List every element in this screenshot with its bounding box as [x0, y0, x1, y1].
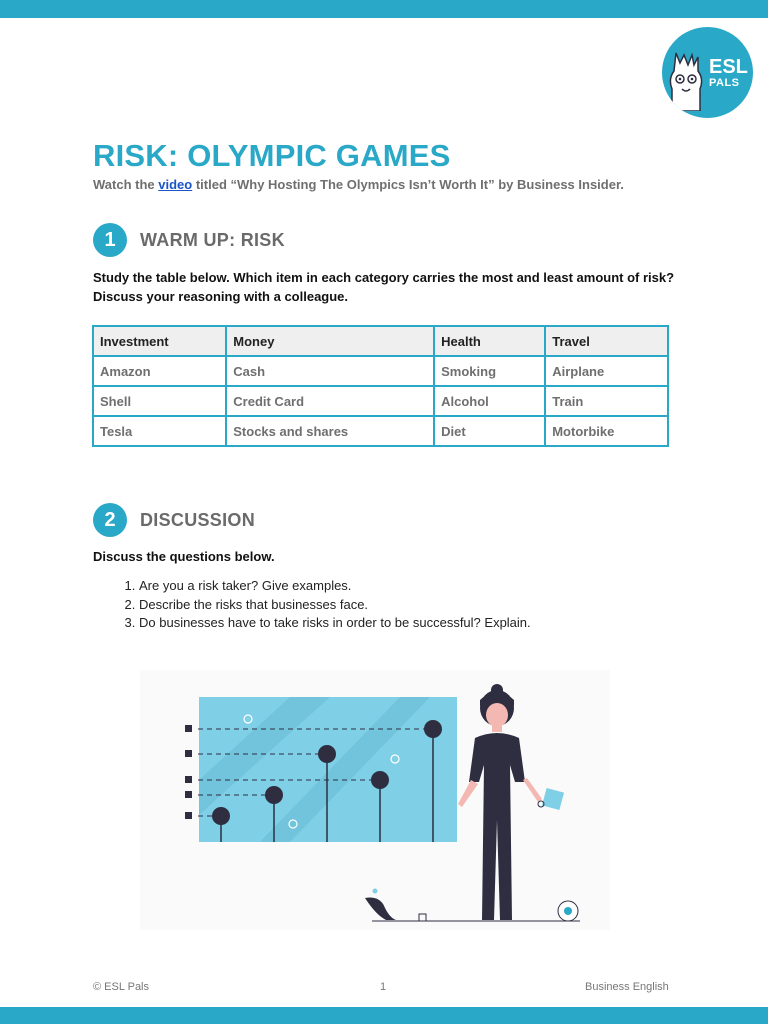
- logo-text-pals: PALS: [709, 77, 740, 89]
- table-row: [93, 416, 668, 446]
- table-row: [93, 356, 668, 386]
- table-cell: Credit Card: [226, 386, 434, 416]
- esl-pals-logo: [662, 27, 753, 118]
- video-instruction: Watch the video titled “Why Hosting The Olympics Isn’t Worth It” by Business Insider.: [93, 177, 624, 192]
- table-header-row: [93, 326, 668, 356]
- top-accent-bar: [0, 0, 768, 18]
- table-header-cell: Health: [434, 326, 545, 356]
- table-cell: Stocks and shares: [226, 416, 434, 446]
- video-link[interactable]: video: [158, 177, 193, 192]
- table-cell: Amazon: [93, 356, 226, 386]
- table-header-cell: Travel: [545, 326, 668, 356]
- section-1-instruction: Study the table below. Which item in each category carries the most and least amount of risk? Discuss your reasoning with a colleague.: [93, 270, 675, 304]
- footer-copyright: © ESL Pals: [93, 981, 149, 993]
- section-2-number-badge: 2: [93, 503, 127, 537]
- section-2-title: DISCUSSION: [140, 510, 256, 530]
- llama-icon: [668, 49, 708, 111]
- logo-text-esl: ESL: [709, 56, 748, 78]
- bottom-accent-bar: [0, 1007, 768, 1024]
- section-1-title: WARM UP: RISK: [140, 230, 285, 250]
- list-item: 1. Are you a risk taker? Give examples.: [139, 577, 531, 596]
- discussion-questions: [93, 577, 531, 633]
- table-cell: Diet: [434, 416, 545, 446]
- table-cell: Smoking: [434, 356, 545, 386]
- section-1-number-badge: 1: [93, 223, 127, 257]
- table-cell: Train: [545, 386, 668, 416]
- table-cell: Airplane: [545, 356, 668, 386]
- footer-page-number: 1: [380, 981, 387, 993]
- woman-presenting-chart-illustration: [140, 670, 610, 930]
- list-item: 3. Do businesses have to take risks in order to be successful? Explain.: [139, 614, 531, 633]
- table-row: [93, 386, 668, 416]
- risk-table: [92, 325, 669, 447]
- table-cell: Cash: [226, 356, 434, 386]
- footer-category: Business English: [585, 981, 669, 993]
- table-cell: Motorbike: [545, 416, 668, 446]
- table-cell: Alcohol: [434, 386, 545, 416]
- table-cell: Tesla: [93, 416, 226, 446]
- list-item: 2. Describe the risks that businesses face.: [139, 596, 531, 615]
- page-title: RISK: OLYMPIC GAMES: [93, 138, 451, 173]
- table-cell: Shell: [93, 386, 226, 416]
- section-2-instruction: Discuss the questions below.: [93, 549, 275, 564]
- table-header-cell: Investment: [93, 326, 226, 356]
- table-header-cell: Money: [226, 326, 434, 356]
